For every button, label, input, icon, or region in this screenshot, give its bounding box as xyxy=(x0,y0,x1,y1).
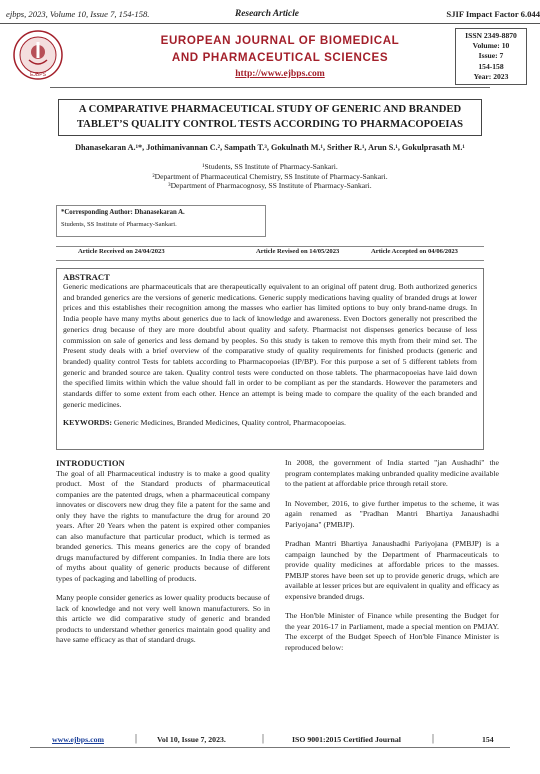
corresponding-author-label: *Corresponding Author: Dhanasekaran A. xyxy=(61,209,185,216)
paragraph: The Hon'ble Minister of Finance while presenting the Budget for the year 2016-17 in Parliament, made a special mention on PMJAY. The excerpt of the Budget Speech of Hon'ble Finance Minister is reproduced below: xyxy=(285,611,499,652)
article-type: Research Article xyxy=(235,9,299,19)
body-right-column xyxy=(285,458,499,662)
issn-box xyxy=(455,28,527,85)
pages: 154-158 xyxy=(478,61,504,71)
affiliation-3: ³Department of Pharmacognosy, SS Institute of Pharmacy-Sankari. xyxy=(168,181,372,191)
affiliations xyxy=(0,162,540,191)
corresponding-author-detail: Students, SS Institute of Pharmacy-Sankari. xyxy=(61,221,177,228)
affiliation-1: ¹Students, SS Institute of Pharmacy-Sankari. xyxy=(202,162,338,171)
abstract-box xyxy=(56,268,484,450)
footer-volume: Vol 10, Issue 7, 2023. xyxy=(157,735,226,744)
article-dates xyxy=(56,246,484,261)
paragraph: Pradhan Mantri Bhartiya Janaushadhi Pariyojana (PMBJP) is a campaign launched by the Department of Pharmaceuticals to provide quality medicines at affordable prices to the masses. PMBJP stores have been set up to provide generic drugs, which are available at lesser prices but are equivalent in quality and efficacy as expensive branded drugs. xyxy=(285,539,499,601)
keywords-text: Generic Medicines, Branded Medicines, Quality control, Pharmacopoeias. xyxy=(111,418,347,428)
footer-site-link[interactable]: www.ejbps.com xyxy=(52,735,104,744)
page-footer xyxy=(30,733,510,748)
issn: ISSN 2349-8870 xyxy=(465,31,517,40)
journal-logo xyxy=(13,30,63,80)
year: Year: 2023 xyxy=(473,71,509,81)
journal-name xyxy=(150,32,410,79)
journal-name-line2: AND PHARMACEUTICAL SCIENCES xyxy=(171,51,389,64)
footer-certification: ISO 9001:2015 Certified Journal xyxy=(292,735,401,744)
body-left-column xyxy=(56,458,270,655)
date-received: Article Received on 24/04/2023 xyxy=(78,248,165,255)
keywords-label: KEYWORDS: xyxy=(63,418,112,428)
title-line2: TABLET’S QUALITY CONTROL TESTS ACCORDING TO PHARMACOPOEIAS xyxy=(76,119,464,130)
corresponding-author-box xyxy=(56,205,266,237)
keywords xyxy=(63,418,477,427)
volume: Volume: 10 xyxy=(472,41,510,51)
abstract-heading: ABSTRACT xyxy=(63,272,110,282)
article-title xyxy=(58,99,482,136)
abstract-text: Generic medications are pharmaceuticals that are therapeutically equivalent to an original off patent drug. Both authorized generics and branded generics are the versions of generic medications. Generic supply medications having quality of branded drugs at lower prices and this establishes their recognition among the masses who earlier has limited options to buy only brand-name drugs. In India people have many myths about generics due to lack of knowledge and awareness. Even Doctors generally not prescribed the generics drug because of they are more doubtful about quality and safety. Pharmacist not dispenses generics because of less commission on sale of generics and less demand by peoples. So this study is taken to remove this myth from their mind set. The Present study deals with a brief overview of the comparative study of quality requirements for finished products (generic and branded) quality control Tests for tablets according to Pharmacopoeias (IP/BP). For this purpose a set of 5 different tablets from generic and branded source are taken. Quality control tests were conducted on those tablets. The pharmacopoeias have laid down the specified limits within which the value should fall in order to be compliant as per the standards. However the parameters and standards differ to some extent from each other. Hence an attempt is being made to compare the quality of the each branded and generic medicines. xyxy=(63,282,477,409)
date-accepted: Article Accepted on 04/06/2023 xyxy=(371,248,458,255)
running-header xyxy=(6,9,540,23)
introduction-heading: INTRODUCTION xyxy=(56,458,125,468)
footer-separator: | xyxy=(135,733,138,744)
journal-name-line1: EUROPEAN JOURNAL OF BIOMEDICAL xyxy=(160,34,400,47)
paragraph: In 2008, the government of India started "jan Aushadhi" the program contemplates making unbranded quality medicine available to the patient at affordable price through retail store. xyxy=(285,458,499,488)
header-rule xyxy=(0,23,540,24)
svg-text:EJBPS: EJBPS xyxy=(30,72,46,78)
paragraph: In November, 2016, to give further impetus to the scheme, it was again renamed as "Pradhan Mantri Bhartiya Janaushadhi Pariyojana" (PMBJP). xyxy=(285,498,499,529)
affiliation-2: ²Department of Pharmaceutical Chemistry, SS Institute of Pharmacy-Sankari. xyxy=(152,171,388,181)
page-number: 154 xyxy=(482,735,494,744)
issue: Issue: 7 xyxy=(478,51,504,61)
date-revised: Article Revised on 14/05/2023 xyxy=(256,248,340,255)
paragraph: Many people consider generics as lower quality products because of lack of knowledge and not very well known manufacturers. So in this article we did comparative study of generic and branded products to understand whether generics maintain good quality and have same efficacy as that of standard drugs. xyxy=(56,593,270,644)
citation: ejbps, 2023, Volume 10, Issue 7, 154-158. xyxy=(6,9,150,19)
author-list: Dhanasekaran A.¹*, Jothimanivannan C.², Sampath T.³, Gokulnath M.¹, Srither R.¹, Arun S.¹, Gokulprasath M.¹ xyxy=(75,143,465,152)
journal-url-link[interactable]: http://www.ejbps.com xyxy=(235,68,325,79)
footer-separator: | xyxy=(262,733,265,744)
footer-separator: | xyxy=(432,733,435,744)
paragraph: The goal of all Pharmaceutical industry is to make a good quality product. Most of the Standard products of pharmaceutical companies are the patented drugs, when a pharmaceutical company innovates or discovers new drug they file a patent for the same and only they have the rights to manufacture the drug for around 20 years. After 20 Years when the patent is expired other companies can also manufacture that particular product, which is termed as branded generics. This means generics are the copy of branded drugs manufactured by different companies. In India there are lots of myths about quality of generic products because of different types of packaging and labelling of products. xyxy=(56,468,270,583)
impact-factor: SJIF Impact Factor 6.044 xyxy=(446,9,540,19)
masthead-rule xyxy=(50,87,490,88)
title-line1: A COMPARATIVE PHARMACEUTICAL STUDY OF GENERIC AND BRANDED xyxy=(78,104,462,115)
